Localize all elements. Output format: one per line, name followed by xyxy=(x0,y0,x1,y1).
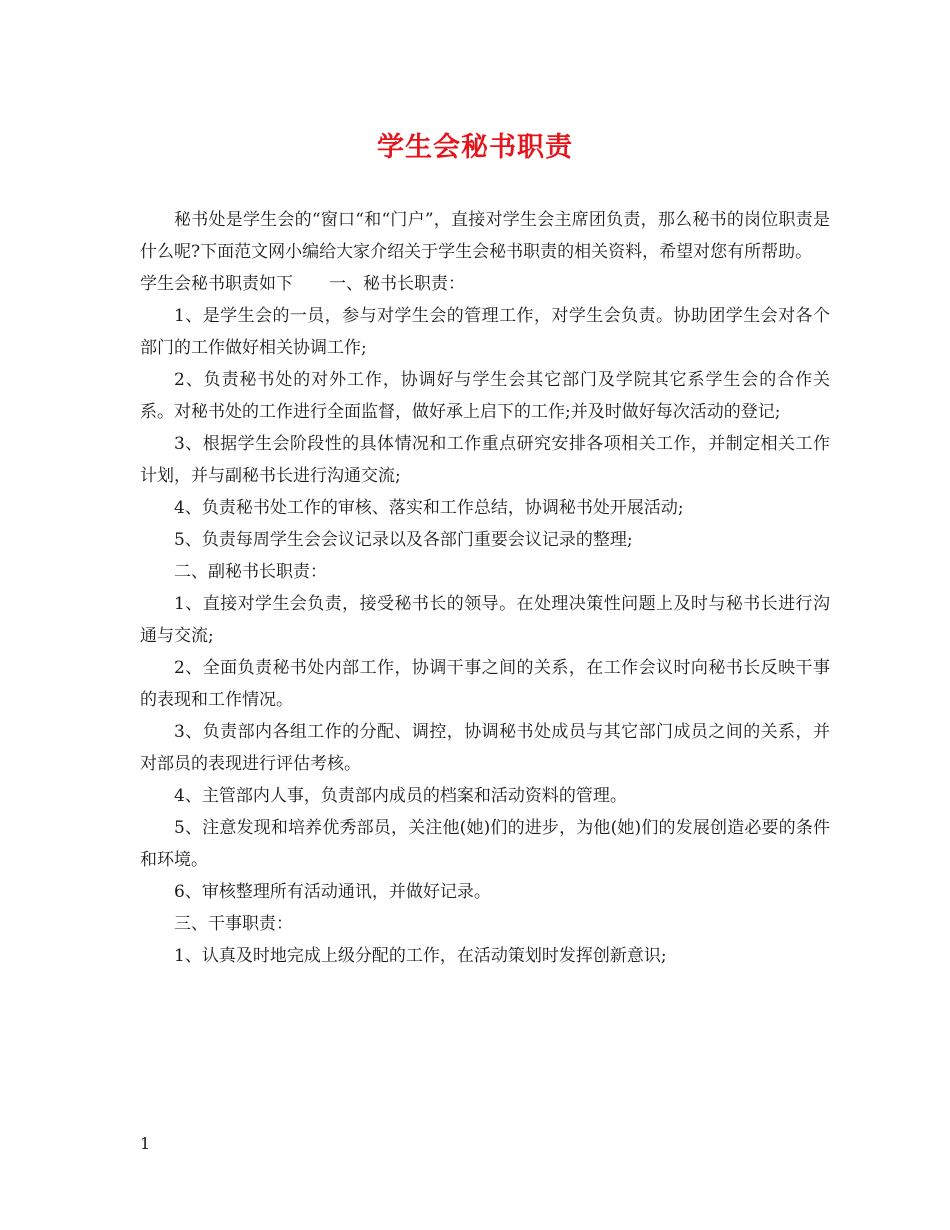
intro-paragraph: 秘书处是学生会的“窗口“和“门户”，直接对学生会主席团负责，那么秘书的岗位职责是什么呢?下面范文网小编给大家介绍关于学生会秘书职责的相关资料，希望对您有所帮助。 xyxy=(140,210,830,262)
section1-item: 3、根据学生会阶段性的具体情况和工作重点研究安排各项相关工作，并制定相关工作计划，并与副秘书长进行沟通交流; xyxy=(140,434,830,486)
section1-item: 5、负责每周学生会会议记录以及各部门重要会议记录的整理; xyxy=(174,530,633,550)
section1-item: 4、负责秘书处工作的审核、落实和工作总结，协调秘书处开展活动; xyxy=(174,498,684,518)
section2-item: 6、审核整理所有活动通讯，并做好记录。 xyxy=(174,882,491,902)
list-heading: 学生会秘书职责如下 xyxy=(140,274,293,294)
section3-item: 1、认真及时地完成上级分配的工作，在活动策划时发挥创新意识; xyxy=(174,946,667,966)
list-heading-line xyxy=(140,268,830,300)
section2-item: 2、全面负责秘书处内部工作，协调干事之间的关系，在工作会议时向秘书长反映干事的表现和工作情况。 xyxy=(140,658,830,710)
section2-item: 3、负责部内各组工作的分配、调控，协调秘书处成员与其它部门成员之间的关系，并对部员的表现进行评估考核。 xyxy=(140,722,830,774)
section1-item: 2、负责秘书处的对外工作，协调好与学生会其它部门及学院其它系学生会的合作关系。对秘书处的工作进行全面监督，做好承上启下的工作;并及时做好每次活动的登记; xyxy=(140,370,830,422)
section2-item: 5、注意发现和培养优秀部员，关注他(她)们的进步，为他(她)们的发展创造必要的条件和环境。 xyxy=(140,818,830,870)
section2-heading: 二、副秘书长职责： xyxy=(174,562,327,582)
section2-item: 1、直接对学生会负责，接受秘书长的领导。在处理决策性问题上及时与秘书长进行沟通与交流; xyxy=(140,594,830,646)
page-title: 学生会秘书职责 xyxy=(377,132,573,163)
document-body xyxy=(140,204,830,972)
section1-item: 1、是学生会的一员，参与对学生会的管理工作，对学生会负责。协助团学生会对各个部门的工作做好相关协调工作; xyxy=(140,306,830,358)
section1-heading: 一、秘书长职责： xyxy=(329,274,465,294)
page-number: 1 xyxy=(140,1134,151,1153)
section2-item: 4、主管部内人事，负责部内成员的档案和活动资料的管理。 xyxy=(174,786,627,806)
section3-heading: 三、干事职责： xyxy=(174,914,293,934)
